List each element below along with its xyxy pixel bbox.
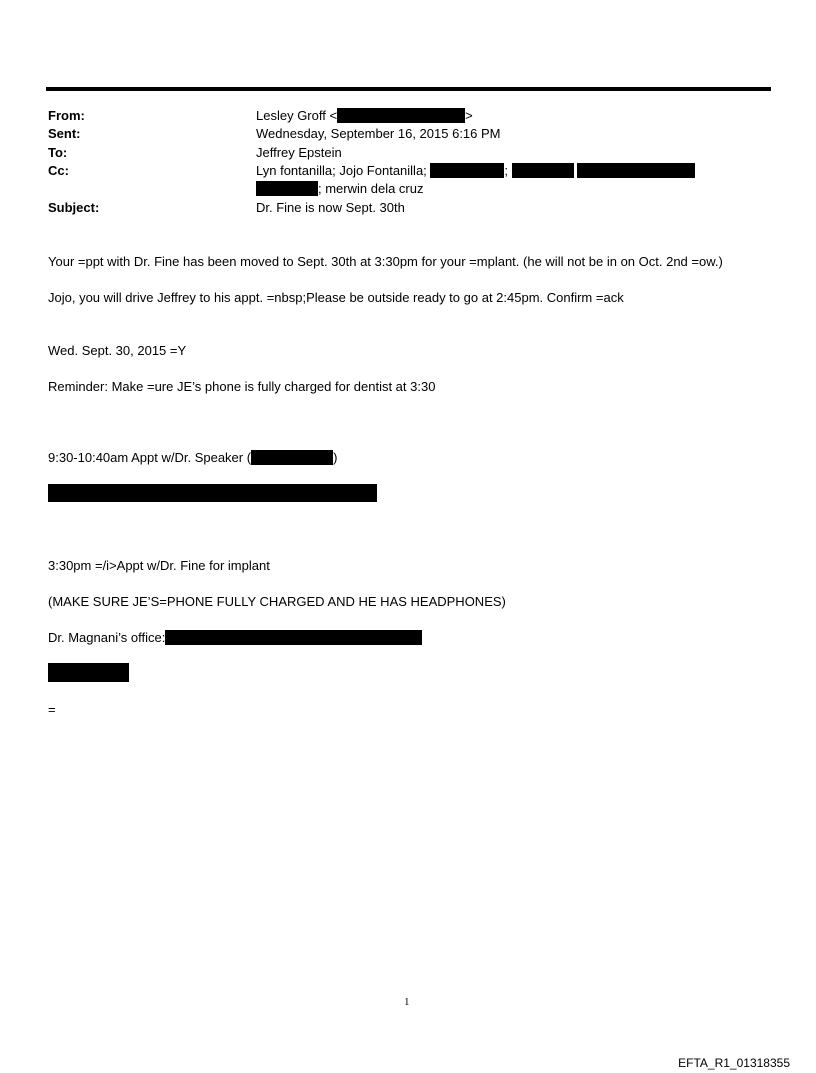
- body-line-appointment: Your =ppt with Dr. Fine has been moved to Sept. 30th at 3:30pm for your =mplant. (he will not be in on Oct. 2nd =ow.): [48, 254, 723, 269]
- sent-label: Sent:: [48, 126, 81, 141]
- from-close: >: [465, 108, 473, 123]
- speaker-appt-close: ): [333, 450, 338, 465]
- to-label: To:: [48, 145, 68, 160]
- subject-label: Subject:: [48, 200, 100, 215]
- redaction-bar: [251, 450, 333, 465]
- redaction-bar: [430, 163, 504, 178]
- redaction-bar: [577, 163, 695, 178]
- speaker-appt-text: 9:30-10:40am Appt w/Dr. Speaker (: [48, 450, 252, 465]
- body-line-speaker-appt: [48, 450, 337, 465]
- header-rule: [46, 87, 771, 91]
- cc-separator: ;: [504, 163, 509, 178]
- body-line-implant: 3:30pm =/i>Appt w/Dr. Fine for implant: [48, 558, 270, 573]
- redaction-bar: [165, 630, 422, 645]
- redaction-bar: [256, 181, 318, 196]
- office-label: Dr. Magnani’s office:: [48, 630, 166, 645]
- cc-value-line1: [256, 163, 695, 178]
- from-value: [256, 108, 473, 123]
- to-value: Jeffrey Epstein: [256, 145, 342, 160]
- redaction-bar: [512, 163, 574, 178]
- sent-value: Wednesday, September 16, 2015 6:16 PM: [256, 126, 501, 141]
- document-id: EFTA_R1_01318355: [678, 1056, 790, 1070]
- body-line-equals: =: [48, 702, 56, 717]
- redaction-bar: [337, 108, 465, 123]
- from-name: Lesley Groff <: [256, 108, 338, 123]
- cc-names-cont: ; merwin dela cruz: [318, 181, 424, 196]
- cc-value-line2: [256, 181, 423, 196]
- cc-label: Cc:: [48, 163, 69, 178]
- cc-names: Lyn fontanilla; Jojo Fontanilla;: [256, 163, 427, 178]
- redaction-bar: [48, 663, 129, 682]
- redaction-bar: [48, 484, 377, 502]
- body-line-office: [48, 630, 422, 645]
- page-number: 1: [404, 996, 410, 1008]
- from-label: From:: [48, 108, 85, 123]
- body-line-driver: Jojo, you will drive Jeffrey to his appt. =nbsp;Please be outside ready to go at 2:45pm. Confirm =ack: [48, 290, 624, 305]
- body-line-reminder: Reminder: Make =ure JE’s phone is fully charged for dentist at 3:30: [48, 379, 436, 394]
- body-line-date: Wed. Sept. 30, 2015 =Y: [48, 343, 187, 358]
- subject-value: Dr. Fine is now Sept. 30th: [256, 200, 405, 215]
- body-line-headphones: (MAKE SURE JE’S=PHONE FULLY CHARGED AND HE HAS HEADPHONES): [48, 594, 506, 609]
